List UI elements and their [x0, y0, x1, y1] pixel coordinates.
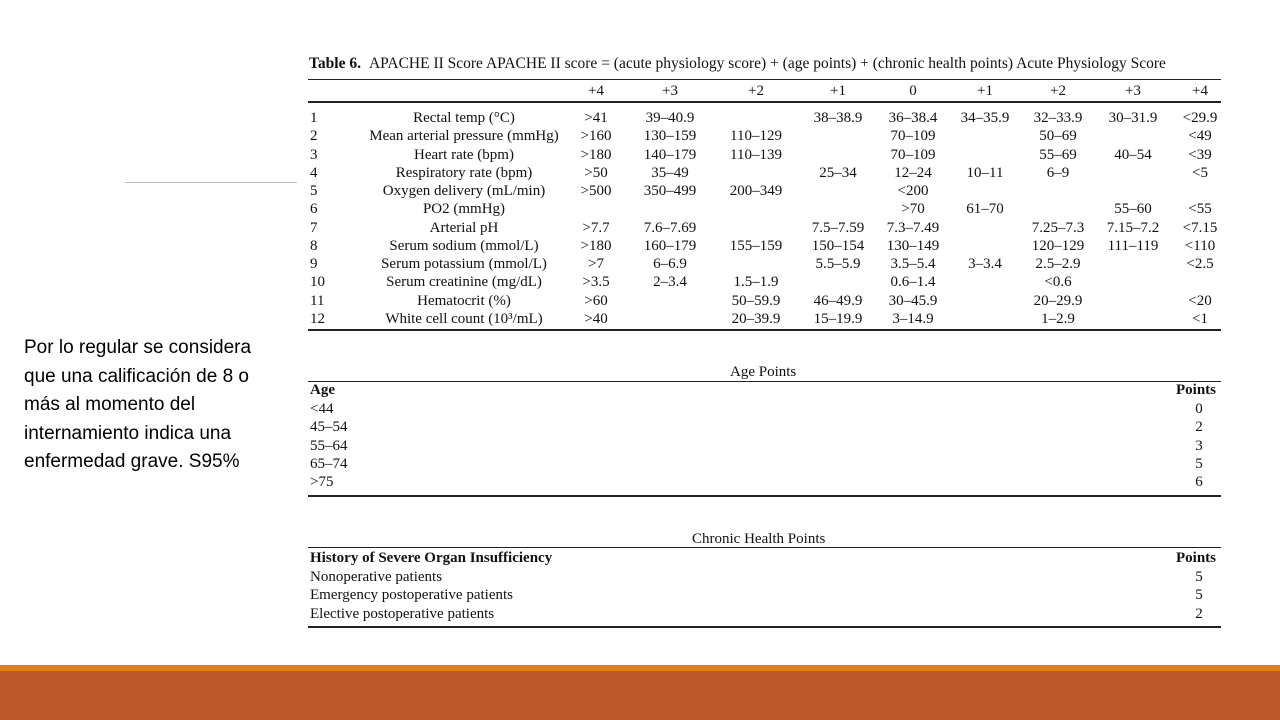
row-number: 5: [310, 183, 318, 199]
table-cell: 130–159: [643, 128, 697, 145]
table-row: [308, 237, 1221, 255]
column-header: +3: [662, 83, 678, 99]
patient-category: Emergency postoperative patients: [310, 587, 513, 604]
row-number: 4: [310, 164, 318, 181]
row-number: 2: [310, 128, 318, 145]
table-cell: 7.15–7.2: [1106, 219, 1160, 236]
age-range: <44: [310, 401, 334, 417]
table-cell: 36–38.4: [888, 110, 938, 126]
table-cell: 30–31.9: [1108, 110, 1158, 126]
table-row: [308, 182, 1221, 200]
parameter-name: Oxygen delivery (mL/min): [382, 183, 546, 199]
table-cell: 20–29.9: [1033, 292, 1083, 309]
chronic-points-value: 5: [1195, 569, 1203, 585]
table-cell: 2.5–2.9: [1035, 256, 1081, 272]
table-cell: 1.5–1.9: [733, 274, 779, 291]
table-cell: 55–69: [1039, 146, 1077, 163]
age-points-title: Age Points: [730, 364, 797, 380]
table-cell: 111–119: [1107, 237, 1159, 254]
table-cell: 50–59.9: [731, 292, 781, 309]
table-cell: 140–179: [643, 146, 697, 163]
table-cell: 55–60: [1114, 201, 1152, 218]
column-header: +1: [977, 83, 993, 99]
table-cell: 6–6.9: [653, 256, 687, 272]
table-cell: 32–33.9: [1033, 110, 1083, 126]
table-cell: 3–14.9: [892, 310, 934, 327]
accent-divider: [125, 182, 297, 183]
table-cell: 25–34: [819, 164, 857, 181]
table-label: Table 6.: [309, 55, 361, 72]
age-range: 45–54: [310, 419, 348, 436]
table-cell: <200: [897, 183, 929, 199]
row-number: 6: [310, 201, 318, 218]
footer-bar-thick: [0, 671, 1280, 720]
table-row: [308, 164, 1221, 182]
table-row: [308, 200, 1221, 218]
age-points-value: 6: [1195, 474, 1203, 491]
chronic-health-title: Chronic Health Points: [692, 531, 826, 547]
table-cell: <0.6: [1044, 274, 1072, 291]
table-row: [308, 127, 1221, 145]
table-cell: 12–24: [894, 164, 932, 181]
age-points-value: 3: [1195, 437, 1203, 454]
table-cell: 0.6–1.4: [890, 274, 936, 291]
age-points-value: 0: [1195, 401, 1203, 417]
table-row: [308, 310, 1221, 328]
column-header: 0: [909, 83, 917, 99]
parameter-name: Serum potassium (mmol/L): [381, 256, 547, 272]
table-cell: >41: [584, 110, 608, 126]
age-points-column-header: Points: [1176, 382, 1217, 398]
table-cell: >160: [580, 128, 612, 145]
row-number: 1: [310, 110, 318, 126]
row-number: 9: [310, 256, 318, 272]
table-cell: >3.5: [582, 274, 610, 291]
table-row: [308, 219, 1221, 237]
age-points-value: 5: [1195, 455, 1203, 472]
table-row: [308, 146, 1221, 164]
table-cell: >7: [588, 256, 604, 272]
table-cell: 61–70: [966, 201, 1004, 218]
physiology-bottom-rule: [308, 329, 1221, 331]
table-cell: 110–139: [730, 146, 782, 163]
table-cell: >180: [580, 146, 612, 163]
parameter-name: Rectal temp (°C): [413, 110, 515, 126]
table-cell: 130–149: [886, 237, 940, 254]
table-cell: <1: [1192, 310, 1208, 327]
table-cell: 1–2.9: [1041, 310, 1075, 327]
age-bottom-rule: [308, 495, 1221, 497]
table-cell: 46–49.9: [813, 292, 863, 309]
table-cell: 110–129: [730, 128, 782, 145]
table-cell: >70: [901, 201, 925, 218]
table-cell: 7.25–7.3: [1031, 219, 1085, 236]
row-number: 7: [310, 219, 318, 236]
parameter-name: Heart rate (bpm): [414, 146, 514, 163]
column-header: +3: [1125, 83, 1141, 99]
chronic-top-rule: [308, 547, 1221, 548]
table-cell: >60: [584, 292, 608, 309]
table-cell: <49: [1188, 128, 1212, 145]
table-cell: 7.5–7.59: [811, 219, 865, 236]
table-cell: <2.5: [1186, 256, 1214, 272]
row-number: 8: [310, 237, 318, 254]
table-cell: 2–3.4: [653, 274, 687, 291]
age-range: >75: [310, 474, 334, 491]
parameter-name: Hematocrit (%): [417, 292, 511, 309]
table-cell: 3–3.4: [968, 256, 1002, 272]
parameter-name: White cell count (10³/mL): [385, 310, 543, 327]
table-cell: >40: [584, 310, 608, 327]
header-rule: [308, 101, 1221, 103]
side-note-text: Por lo regular se considera que una calificación de 8 o más al momento del internamiento indica una enfermedad grave. S95%: [24, 337, 252, 472]
table-cell: <29.9: [1182, 110, 1218, 126]
table-row: [308, 292, 1221, 310]
table-title: APACHE II Score APACHE II score = (acute physiology score) + (age points) + (chronic health points) Acute Physiology Score: [368, 55, 1166, 72]
age-range: 65–74: [310, 455, 348, 472]
table-cell: 150–154: [811, 237, 865, 254]
table-cell: 15–19.9: [813, 310, 863, 327]
patient-category: Elective postoperative patients: [310, 605, 495, 622]
parameter-name: PO2 (mmHg): [422, 201, 506, 218]
table-cell: 34–35.9: [960, 110, 1010, 126]
column-header: +4: [588, 83, 604, 99]
table-row: [308, 255, 1221, 273]
chronic-bottom-rule: [308, 626, 1221, 628]
table-cell: 6–9: [1046, 164, 1070, 181]
table-cell: 350–499: [643, 183, 697, 199]
table-cell: >500: [580, 183, 612, 199]
column-header: +4: [1192, 83, 1208, 99]
parameter-name: Respiratory rate (bpm): [395, 164, 533, 181]
table-cell: 155–159: [729, 237, 783, 254]
row-number: 3: [310, 146, 318, 163]
table-cell: 160–179: [643, 237, 697, 254]
row-number: 12: [310, 310, 325, 327]
table-cell: 40–54: [1114, 146, 1152, 163]
column-header: +1: [830, 83, 846, 99]
table-cell: 30–45.9: [888, 292, 938, 309]
chronic-points-value: 2: [1195, 605, 1203, 622]
table-cell: >180: [580, 237, 612, 254]
age-range: 55–64: [310, 437, 348, 454]
age-top-rule: [308, 381, 1221, 382]
age-points-value: 2: [1195, 419, 1203, 436]
table-cell: <5: [1192, 164, 1208, 181]
patient-category: Nonoperative patients: [310, 569, 443, 585]
table-cell: <110: [1184, 237, 1216, 254]
parameter-name: Arterial pH: [429, 219, 499, 236]
chronic-points-value: 5: [1195, 587, 1203, 604]
row-number: 10: [310, 274, 325, 291]
table-cell: 3.5–5.4: [890, 256, 936, 272]
row-number: 11: [310, 292, 325, 309]
table-cell: 120–129: [1031, 237, 1085, 254]
table-caption: [309, 55, 1229, 73]
table-cell: 70–109: [890, 146, 936, 163]
table-cell: <39: [1188, 146, 1212, 163]
column-header: +2: [1050, 83, 1066, 99]
history-column-header: History of Severe Organ Insufficiency: [310, 550, 553, 566]
table-cell: >50: [584, 164, 608, 181]
table-cell: 38–38.9: [813, 110, 863, 126]
table-cell: >7.7: [582, 219, 610, 236]
parameter-name: Serum sodium (mmol/L): [389, 237, 539, 254]
table-cell: 10–11: [966, 164, 1004, 181]
table-top-rule: [308, 79, 1221, 80]
table-cell: 70–109: [890, 128, 936, 145]
table-cell: <7.15: [1182, 219, 1218, 236]
age-column-header: Age: [310, 382, 335, 398]
table-cell: 39–40.9: [645, 110, 695, 126]
table-row: [308, 273, 1221, 291]
table-cell: 7.3–7.49: [886, 219, 940, 236]
table-cell: 5.5–5.9: [815, 256, 861, 272]
table-cell: <55: [1188, 201, 1212, 218]
table-cell: <20: [1188, 292, 1212, 309]
table-cell: 50–69: [1039, 128, 1077, 145]
column-header: +2: [748, 83, 764, 99]
chronic-points-column-header: Points: [1176, 550, 1217, 566]
parameter-name: Mean arterial pressure (mmHg): [369, 128, 559, 145]
parameter-name: Serum creatinine (mg/dL): [386, 274, 542, 291]
table-row: [308, 109, 1221, 127]
table-cell: 20–39.9: [731, 310, 781, 327]
table-cell: 7.6–7.69: [643, 219, 697, 236]
table-cell: 35–49: [651, 164, 689, 181]
table-cell: 200–349: [729, 183, 783, 199]
